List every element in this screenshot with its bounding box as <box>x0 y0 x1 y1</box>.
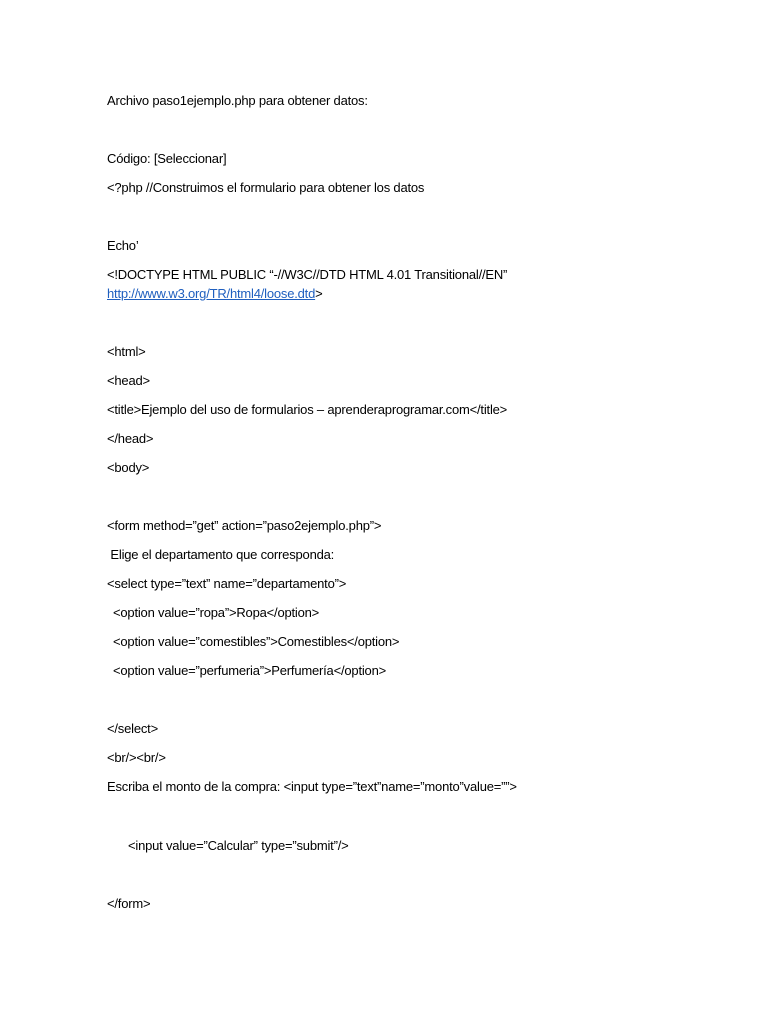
document-heading: Archivo paso1ejemplo.php para obtener datos: <box>107 93 368 108</box>
title-line: <title>Ejemplo del uso de formularios – aprenderaprogramar.com</title> <box>107 402 508 417</box>
option-comestibles-line: <option value=”comestibles”>Comestibles</option> <box>113 634 400 649</box>
br-tags-line: <br/><br/> <box>107 750 166 765</box>
option-perfumeria-line: <option value=”perfumeria”>Perfumería</option> <box>113 663 386 678</box>
head-close-tag: </head> <box>107 431 154 446</box>
doctype-url-link[interactable]: http://www.w3.org/TR/html4/loose.dtd <box>107 286 316 301</box>
select-close-tag: </select> <box>107 721 158 736</box>
head-open-tag: <head> <box>107 373 150 388</box>
code-label: Código: [Seleccionar] <box>107 151 227 166</box>
body-open-tag: <body> <box>107 460 150 475</box>
html-open-tag: <html> <box>107 344 146 359</box>
php-open-line: <?php //Construimos el formulario para obtener los datos <box>107 180 425 195</box>
doctype-line: <!DOCTYPE HTML PUBLIC “-//W3C//DTD HTML 4.01 Transitional//EN” <box>107 267 508 282</box>
form-open-tag: <form method=”get” action=”paso2ejemplo.php”> <box>107 518 382 533</box>
option-ropa-line: <option value=”ropa”>Ropa</option> <box>113 605 320 620</box>
doctype-url-tail: > <box>315 286 323 301</box>
echo-line: Echo’ <box>107 238 139 253</box>
submit-input-line: <input value=”Calcular” type=”submit”/> <box>128 838 349 853</box>
amount-input-line: Escriba el monto de la compra: <input type=”text”name=”monto”value=””> <box>107 779 517 794</box>
form-close-tag: </form> <box>107 896 151 911</box>
select-open-tag: <select type=”text” name=”departamento”> <box>107 576 347 591</box>
doctype-url-line <box>107 286 323 302</box>
department-prompt: Elige el departamento que corresponda: <box>107 547 335 562</box>
